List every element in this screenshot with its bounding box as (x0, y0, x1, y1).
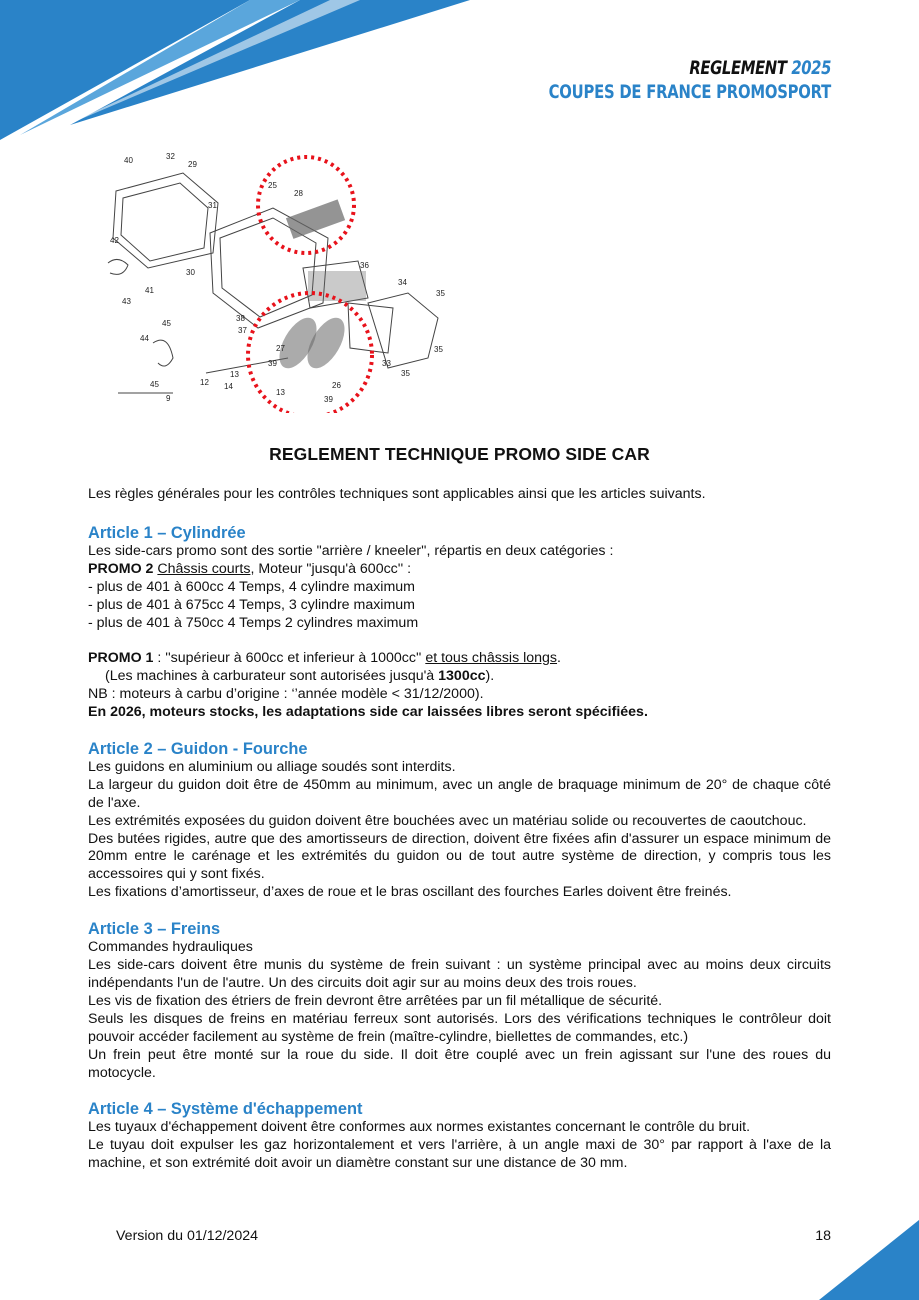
page-title: REGLEMENT TECHNIQUE PROMO SIDE CAR (269, 444, 650, 464)
carbu-bold: 1300cc (438, 668, 486, 685)
header-reglement: REGLEMENT (689, 57, 787, 79)
callout-label: 37 (238, 326, 247, 335)
article-2-paragraph: Des butées rigides, autre que des amortisseurs de direction, doivent être fixées afin d'assurer un espace minimum de 20mm entre le carénage et les extrémités du guidon ou de tout autre système de direction, y compris tous les accessoires qui y sont fixés. (88, 830, 831, 883)
article-4-section (88, 1099, 831, 1173)
corner-decoration-top-left (0, 0, 480, 145)
header-subtitle: COUPES DE FRANCE PROMOSPORT (548, 81, 831, 103)
article-1-line: Les side-cars promo sont des sortie "arrière / kneeler'', répartis en deux catégories : (88, 542, 614, 559)
article-2-paragraph: La largeur du guidon doit être de 450mm au minimum, avec un angle de braquage minimum de 20° de chaque côté de l'axe. (88, 776, 831, 811)
callout-label: 35 (434, 345, 443, 354)
header-year: 2025 (791, 57, 831, 79)
callout-label: 39 (268, 359, 277, 368)
article-4-paragraph: Les tuyaux d'échappement doivent être conformes aux normes existantes concernant le contrôle du bruit. (88, 1119, 751, 1136)
callout-label: 28 (294, 189, 303, 198)
callout-label: 45 (150, 380, 159, 389)
document-header (549, 57, 831, 103)
promo1-text: : ''supérieur à 600cc et inferieur à 1000cc'' (153, 650, 426, 667)
callout-label: 38 (236, 314, 245, 323)
promo2-label: PROMO 2 (88, 560, 154, 577)
document-body (88, 486, 831, 1173)
article-3-paragraph: Seuls les disques de freins en matériau ferreux sont autorisés. Lors des vérifications techniques le contrôleur doit pouvoir accéder facilement au système de frein (maître-cylindre, biellettes de commandes, etc.) (88, 1010, 831, 1045)
carbu-pre: (Les machines à carburateur sont autorisées jusqu'à (105, 668, 439, 685)
callout-label: 35 (401, 369, 410, 378)
article-1-item: - plus de 401 à 675cc 4 Temps, 3 cylindre maximum (88, 596, 415, 613)
callout-label: 12 (200, 378, 209, 387)
callout-label: 45 (162, 319, 171, 328)
callout-label: 9 (166, 394, 171, 403)
callout-label: 27 (276, 344, 285, 353)
article-1-section (88, 523, 831, 722)
article-3-paragraph: Commandes hydrauliques (88, 939, 253, 956)
callout-label: 41 (145, 286, 154, 295)
promo1-chassis: et tous châssis longs (425, 650, 558, 667)
callout-label: 31 (208, 201, 217, 210)
footer-version: Version du 01/12/2024 (116, 1228, 258, 1244)
article-1-promo1 (88, 650, 831, 668)
article-2-section (88, 739, 831, 902)
carbu-end: ). (485, 668, 495, 685)
intro-text: Les règles générales pour les contrôles techniques sont applicables ainsi que les articles suivants. (88, 486, 706, 502)
callout-label: 29 (188, 160, 197, 169)
callout-label: 13 (276, 388, 285, 397)
promo1-end: . (557, 650, 561, 667)
promo2-chassis: Châssis courts (157, 560, 251, 577)
airbox-exploded-diagram (88, 143, 454, 413)
callout-label: 25 (268, 181, 277, 190)
article-3-section (88, 919, 831, 1082)
article-1-promo2 (88, 561, 831, 579)
article-3-heading: Article 3 – Freins (88, 920, 221, 939)
callout-label: 13 (230, 370, 239, 379)
callout-label: 14 (224, 382, 233, 391)
article-2-heading: Article 2 – Guidon - Fourche (88, 739, 308, 758)
callout-label: 42 (110, 236, 119, 245)
article-3-paragraph: Un frein peut être monté sur la roue du side. Il doit être couplé avec un frein agissant sur l'une des roues du motocycle. (88, 1046, 831, 1081)
article-2-paragraph: Les fixations d’amortisseur, d’axes de roue et le bras oscillant des fourches Earles doivent être freinés. (88, 884, 732, 901)
article-2-paragraph: Les extrémités exposées du guidon doivent être bouchées avec un matériau solide ou recouvertes de caoutchouc. (88, 812, 807, 829)
article-1-item: - plus de 401 à 600cc 4 Temps, 4 cylindre maximum (88, 578, 415, 595)
callout-label: 35 (436, 289, 445, 298)
callout-label: 30 (186, 268, 195, 277)
article-1-item: - plus de 401 à 750cc 4 Temps 2 cylindres maximum (88, 614, 419, 631)
article-2-paragraph: Les guidons en aluminium ou alliage soudés sont interdits. (88, 758, 456, 775)
article-1-stock: En 2026, moteurs stocks, les adaptations side car laissées libres seront spécifiées. (88, 704, 648, 721)
article-1-carbu (88, 668, 831, 686)
callout-label: 33 (382, 359, 391, 368)
article-3-paragraph: Les vis de fixation des étriers de frein devront être arrêtées par un fil métallique de sécurité. (88, 992, 663, 1009)
callout-label: 44 (140, 334, 149, 343)
article-3-paragraph: Les side-cars doivent être munis du système de frein suivant : un système principal avec au moins deux circuits indépendants l'un de l'autre. Un des circuits doit agir sur au moins deux des trois roues. (88, 957, 831, 992)
promo1-label: PROMO 1 (88, 650, 154, 667)
promo2-rest: , Moteur "jusqu'à 600cc'' : (250, 560, 412, 577)
callout-label: 34 (398, 278, 407, 287)
article-1-nb: NB : moteurs à carbu d’origine : ‘’année modèle < 31/12/2000). (88, 686, 484, 703)
page-number: 18 (815, 1228, 831, 1244)
callout-label: 36 (360, 261, 369, 270)
callout-label: 39 (324, 395, 333, 404)
callout-label: 40 (124, 156, 133, 165)
article-4-heading: Article 4 – Système d'échappement (88, 1100, 363, 1119)
callout-label: 26 (332, 381, 341, 390)
callout-label: 32 (166, 152, 175, 161)
callout-label: 43 (122, 297, 131, 306)
corner-decoration-bottom-right (819, 1220, 919, 1300)
article-4-paragraph: Le tuyau doit expulser les gaz horizontalement et vers l'arrière, à un angle maxi de 30° par rapport à l'axe de la machine, et son extrémité doit avoir un diamètre constant sur une distance de 30 mm. (88, 1137, 831, 1172)
article-1-heading: Article 1 – Cylindrée (88, 523, 246, 542)
